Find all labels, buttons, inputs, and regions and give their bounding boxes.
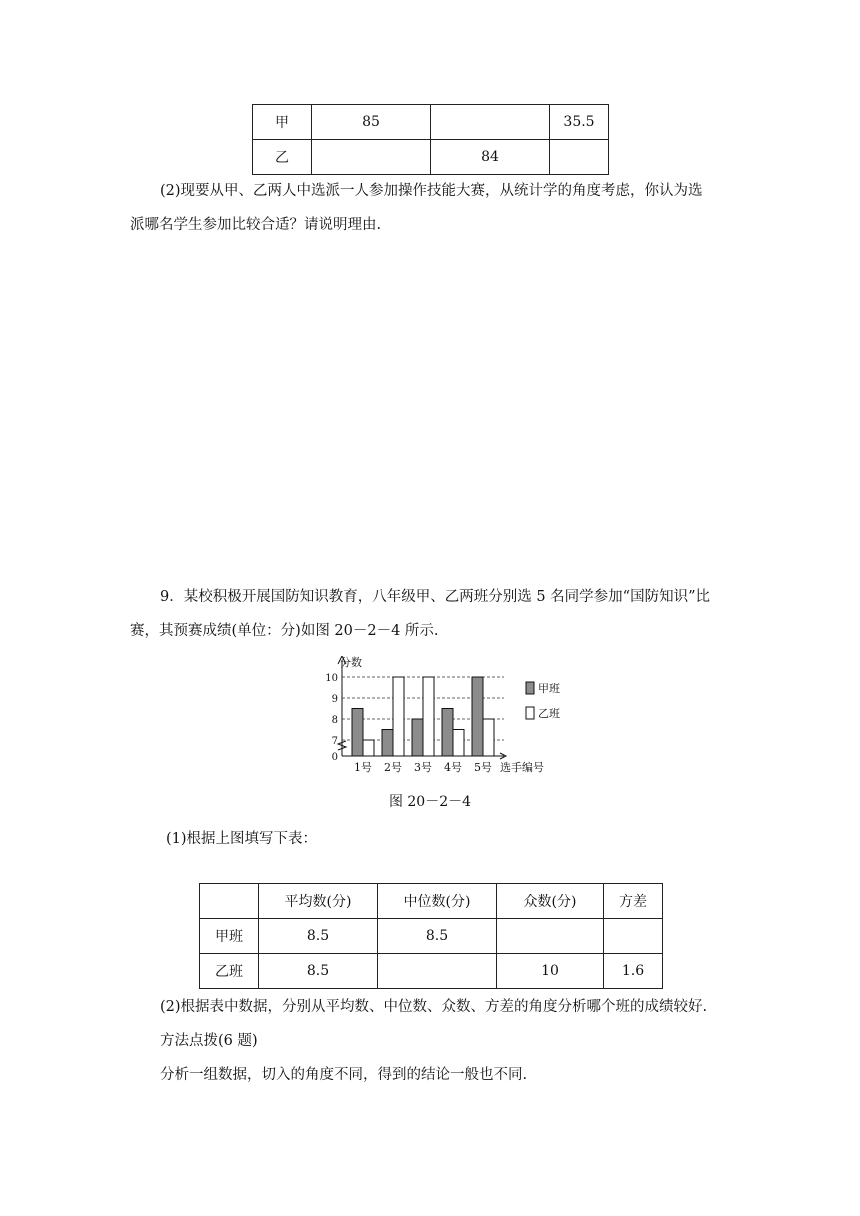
text-line: 赛，其预赛成绩(单位：分)如图 20－2－4 所示. [130, 623, 439, 639]
text-line: 派哪名学生参加比较合适？请说明理由. [130, 217, 382, 233]
y-tick-label: 0 [331, 752, 338, 763]
legend-label-yi: 乙班 [538, 707, 560, 720]
x-tick-labels [354, 761, 492, 774]
bar-jia-1 [352, 709, 363, 757]
table-cell: 8.5 [378, 919, 497, 954]
x-axis-label: 选手编号 [500, 761, 544, 774]
bar-yi-1 [363, 740, 374, 756]
legend-label-jia: 甲班 [538, 682, 560, 695]
y-axis-label: 分数 [340, 656, 362, 669]
y-tick-label: 10 [325, 673, 338, 684]
table-header-cell: 众数(分) [497, 884, 604, 919]
table-cell: 84 [431, 140, 550, 175]
tip-text: 分析一组数据，切入的角度不同，得到的结论一般也不同. [160, 1067, 528, 1083]
bar-chart [322, 656, 572, 776]
table-header-cell: 方差 [604, 884, 663, 919]
x-tick-label: 3号 [414, 761, 432, 774]
bar-yi-4 [453, 730, 464, 757]
table-row [253, 105, 609, 140]
table-header-cell: 中位数(分) [378, 884, 497, 919]
table-header-cell: 平均数(分) [259, 884, 378, 919]
y-tick-label: 9 [331, 694, 338, 705]
table-row [200, 919, 663, 954]
x-tick-label: 4号 [444, 761, 462, 774]
bar-jia-5 [472, 677, 483, 756]
bar-jia-3 [412, 719, 423, 756]
table-cell [378, 954, 497, 989]
figure-caption: 图 20－2－4 [388, 794, 472, 810]
x-tick-label: 2号 [384, 761, 402, 774]
table-cell [604, 919, 663, 954]
legend-swatch-yi [526, 707, 534, 719]
table-cell: 85 [312, 105, 431, 140]
legend [526, 681, 560, 720]
table-cell: 10 [497, 954, 604, 989]
table-cell: 乙 [253, 140, 312, 175]
table-cell [550, 140, 609, 175]
table-cell: 1.6 [604, 954, 663, 989]
table-cell [431, 105, 550, 140]
table-cell [312, 140, 431, 175]
table-row [253, 140, 609, 175]
table-cell: 乙班 [200, 954, 259, 989]
table-cell: 甲班 [200, 919, 259, 954]
tip-title: 方法点拨(6 题) [160, 1033, 258, 1049]
question-9-part-2: (2)根据表中数据，分别从平均数、中位数、众数、方差的角度分析哪个班的成绩较好. [160, 999, 708, 1015]
x-tick-label: 1号 [354, 761, 372, 774]
bar-yi-5 [483, 719, 494, 756]
axis-break-icon [338, 741, 346, 750]
text-line: (2)现要从甲、乙两人中选派一人参加操作技能大赛，从统计学的角度考虑，你认为选 [160, 183, 703, 199]
bar-yi-2 [393, 677, 404, 756]
bar-jia-2 [382, 730, 393, 757]
table-cell: 甲 [253, 105, 312, 140]
statistics-table [199, 883, 663, 989]
question-9-part-1: (1)根据上图填写下表： [166, 831, 318, 847]
table-cell [497, 919, 604, 954]
table-cell: 8.5 [259, 919, 378, 954]
bar-jia-4 [442, 709, 453, 757]
chart-bars [352, 677, 494, 756]
table-header-row [200, 884, 663, 919]
table-row [200, 954, 663, 989]
question-8-part-2 [130, 180, 703, 236]
y-tick-label: 8 [331, 715, 338, 726]
x-tick-label: 5号 [474, 761, 492, 774]
legend-swatch-jia [526, 682, 534, 694]
y-tick-label: 7 [331, 736, 338, 747]
table-header-cell [200, 884, 259, 919]
question-9 [130, 586, 710, 642]
y-tick-labels [325, 673, 338, 763]
score-table-1 [252, 104, 609, 175]
bar-yi-3 [423, 677, 434, 756]
table-cell: 35.5 [550, 105, 609, 140]
table-cell: 8.5 [259, 954, 378, 989]
text-line: 9．某校积极开展国防知识教育，八年级甲、乙两班分别选 5 名同学参加“国防知识”比 [160, 589, 710, 605]
